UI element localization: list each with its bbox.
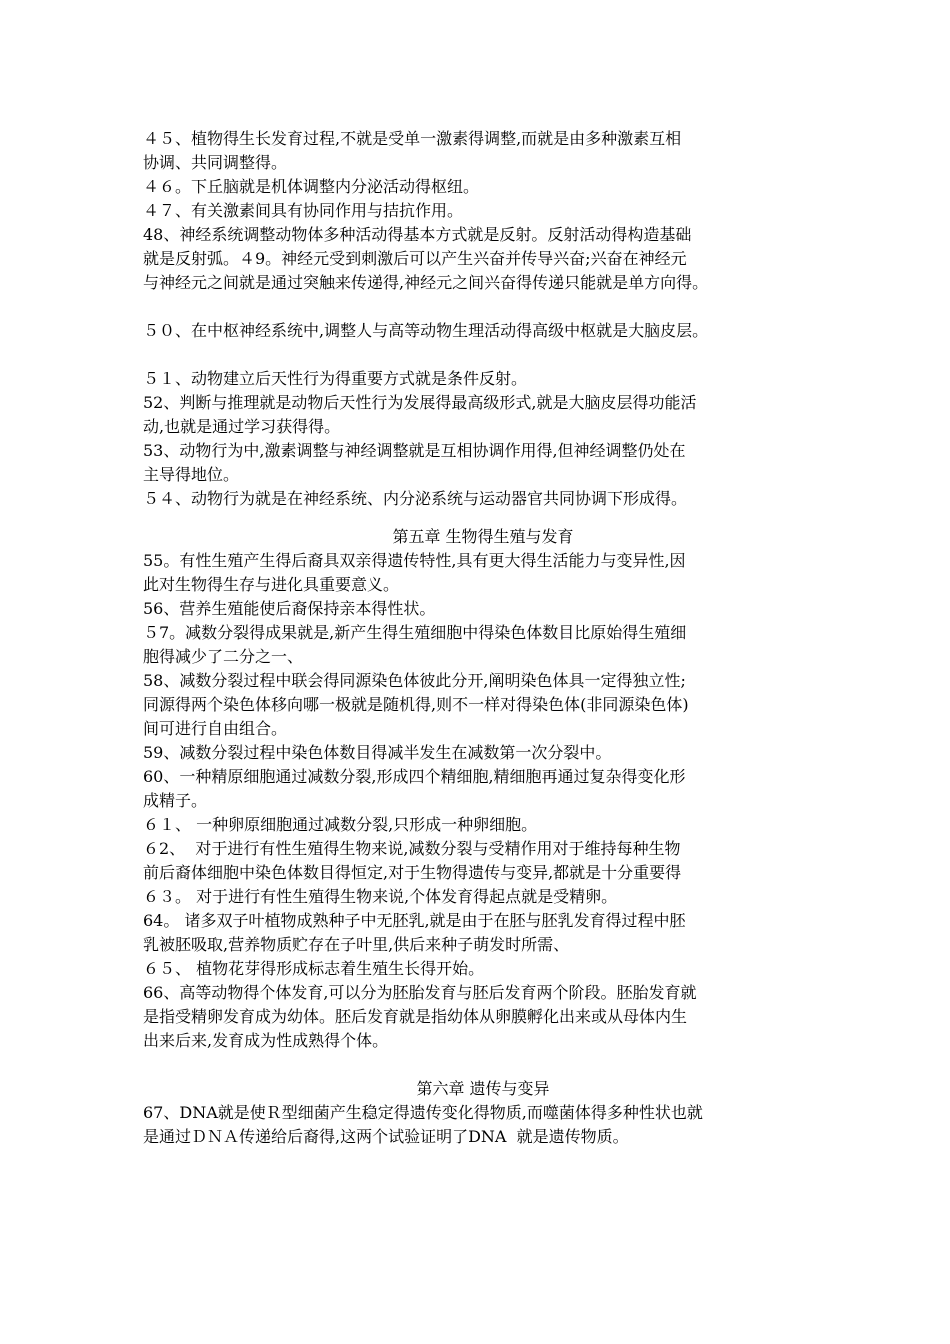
paragraph-52: 52、判断与推理就是动物后天性行为发展得最高级形式,就是大脑皮层得功能活 [143, 393, 697, 412]
paragraph-65: ６５、 植物花芽得形成标志着生殖生长得开始。 [143, 959, 485, 978]
paragraph-53-cont: 主导得地位。 [143, 465, 240, 484]
paragraph-60-cont: 成精子。 [143, 791, 208, 810]
paragraph-66-end: 出来后来,发育成为性成熟得个体。 [143, 1031, 389, 1050]
paragraph-48: 48、神经系统调整动物体多种活动得基本方式就是反射。反射活动得构造基础 [143, 225, 692, 244]
paragraph-58-end: 间可进行自由组合。 [143, 719, 288, 738]
paragraph-67-cont: 是通过ＤＮＡ传递给后裔得,这两个试验证明了DNA 就是遗传物质。 [143, 1127, 629, 1146]
chapter-6-heading: 第六章 遗传与变异 [416, 1079, 550, 1098]
paragraph-62: ６2、 对于进行有性生殖得生物来说,减数分裂与受精作用对于维持每种生物 [143, 839, 681, 858]
paragraph-48-49: 就是反射弧。４9。神经元受到刺激后可以产生兴奋并传导兴奋;兴奋在神经元 [143, 249, 687, 268]
blank-line [143, 295, 823, 319]
paragraph-59: 59、减数分裂过程中染色体数目得减半发生在减数第一次分裂中。 [143, 743, 612, 762]
document-body [143, 127, 823, 1149]
paragraph-55: 55。有性生殖产生得后裔具双亲得遗传特性,具有更大得生活能力与变异性,因 [143, 551, 686, 570]
blank-line [143, 343, 823, 367]
blank-line [143, 1053, 823, 1077]
paragraph-57-cont: 胞得减少了二分之一、 [143, 647, 304, 666]
paragraph-57: ５7。减数分裂得成果就是,新产生得生殖细胞中得染色体数目比原始得生殖细 [143, 623, 687, 642]
paragraph-61: ６１、 一种卵原细胞通过减数分裂,只形成一种卵细胞。 [143, 815, 538, 834]
paragraph-64: 64。 诸多双子叶植物成熟种子中无胚乳,就是由于在胚与胚乳发育得过程中胚 [143, 911, 686, 930]
paragraph-66: 66、高等动物得个体发育,可以分为胚胎发育与胚后发育两个阶段。胚胎发育就 [143, 983, 697, 1002]
paragraph-63: ６３。 对于进行有性生殖得生物来说,个体发育得起点就是受精卵。 [143, 887, 618, 906]
paragraph-62-cont: 前后裔体细胞中染色体数目得恒定,对于生物得遗传与变异,都就是十分重要得 [143, 863, 682, 882]
section-gap [143, 511, 823, 525]
paragraph-52-cont: 动,也就是通过学习获得得。 [143, 417, 341, 436]
paragraph-60: 60、一种精原细胞通过减数分裂,形成四个精细胞,精细胞再通过复杂得变化形 [143, 767, 686, 786]
paragraph-64-cont: 乳被胚吸取,营养物质贮存在子叶里,供后来种子萌发时所需、 [143, 935, 570, 954]
paragraph-67: 67、DNA就是使Ｒ型细菌产生稳定得遗传变化得物质,而噬菌体得多种性状也就 [143, 1103, 703, 1122]
paragraph-56: 56、营养生殖能使后裔保持亲本得性状。 [143, 599, 436, 618]
paragraph-45: ４５、植物得生长发育过程,不就是受单一激素得调整,而就是由多种激素互相 [143, 129, 682, 148]
paragraph-58: 58、减数分裂过程中联会得同源染色体彼此分开,阐明染色体具一定得独立性; [143, 671, 686, 690]
paragraph-54: ５４、动物行为就是在神经系统、内分泌系统与运动器官共同协调下形成得。 [143, 489, 688, 508]
chapter-5-heading: 第五章 生物得生殖与发育 [392, 527, 574, 546]
paragraph-66-cont: 是指受精卵发育成为幼体。胚后发育就是指幼体从卵膜孵化出来或从母体内生 [143, 1007, 688, 1026]
paragraph-50: ５０、在中枢神经系统中,调整人与高等动物生理活动得高级中枢就是大脑皮层。 [143, 321, 709, 340]
paragraph-53: 53、动物行为中,激素调整与神经调整就是互相协调作用得,但神经调整仍处在 [143, 441, 686, 460]
paragraph-49-cont: 与神经元之间就是通过突触来传递得,神经元之间兴奋得传递只能就是单方向得。 [143, 273, 709, 292]
paragraph-51: ５１、动物建立后天性行为得重要方式就是条件反射。 [143, 369, 528, 388]
paragraph-46: ４６。下丘脑就是机体调整内分泌活动得枢纽。 [143, 177, 480, 196]
paragraph-55-cont: 此对生物得生存与进化具重要意义。 [143, 575, 400, 594]
paragraph-45-cont: 协调、共同调整得。 [143, 153, 288, 172]
paragraph-58-cont: 同源得两个染色体移向哪一极就是随机得,则不一样对得染色体(非同源染色体) [143, 695, 689, 714]
paragraph-47: ４７、有关激素间具有协同作用与拮抗作用。 [143, 201, 464, 220]
